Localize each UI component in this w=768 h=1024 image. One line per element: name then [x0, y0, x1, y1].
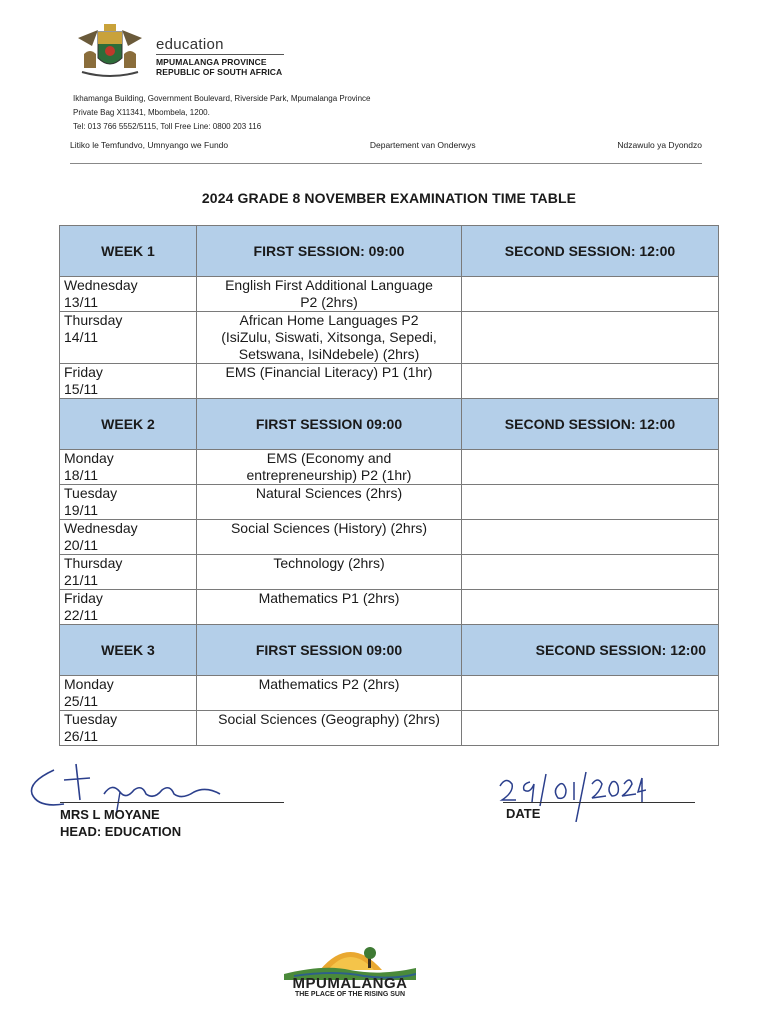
subject-cell: Mathematics P1 (2hrs) — [197, 590, 462, 625]
second-session-cell — [462, 520, 719, 555]
subject-cell: English First Additional Language P2 (2hrs) — [197, 277, 462, 312]
signatory-name: MRS L MOYANE — [60, 807, 160, 822]
day-cell: Friday 22/11 — [60, 590, 197, 625]
first-session-header: FIRST SESSION: 09:00 — [197, 226, 462, 277]
subject-cell: Natural Sciences (2hrs) — [197, 485, 462, 520]
letterhead-divider — [70, 163, 702, 164]
subject-cell: Social Sciences (Geography) (2hrs) — [197, 711, 462, 746]
week-label: WEEK 1 — [60, 226, 197, 277]
second-session-cell — [462, 364, 719, 399]
department-name: education — [156, 36, 284, 55]
mpumalanga-sun-logo — [284, 940, 416, 980]
province-name: MPUMALANGA PROVINCE — [156, 57, 267, 67]
week-header-row — [60, 625, 719, 676]
table-row — [60, 711, 719, 746]
footer-tagline: THE PLACE OF THE RISING SUN — [294, 991, 406, 998]
day-cell: Tuesday 26/11 — [60, 711, 197, 746]
address-line: Private Bag X11341, Mbombela, 1200. — [73, 108, 210, 117]
first-session-header: FIRST SESSION 09:00 — [197, 399, 462, 450]
table-row — [60, 485, 719, 520]
table-row — [60, 520, 719, 555]
address-line: Ikhamanga Building, Government Boulevard, Riverside Park, Mpumalanga Province — [73, 94, 371, 103]
table-row — [60, 450, 719, 485]
day-cell: Friday 15/11 — [60, 364, 197, 399]
second-session-cell — [462, 450, 719, 485]
day-cell: Tuesday 19/11 — [60, 485, 197, 520]
table-row — [60, 590, 719, 625]
address-block — [73, 92, 370, 134]
week-header-row — [60, 226, 719, 277]
second-session-header: SECOND SESSION: 12:00 — [462, 625, 719, 676]
day-cell: Wednesday 20/11 — [60, 520, 197, 555]
second-session-cell — [462, 555, 719, 590]
day-cell: Thursday 21/11 — [60, 555, 197, 590]
second-session-cell — [462, 590, 719, 625]
second-session-header: SECOND SESSION: 12:00 — [462, 226, 719, 277]
date-label: DATE — [506, 806, 541, 821]
second-session-cell — [462, 312, 719, 364]
coat-of-arms-icon — [70, 24, 150, 82]
second-session-cell — [462, 277, 719, 312]
first-session-header: FIRST SESSION 09:00 — [197, 625, 462, 676]
subject-cell: Mathematics P2 (2hrs) — [197, 676, 462, 711]
subject-cell: EMS (Economy and entrepreneurship) P2 (1hr) — [197, 450, 462, 485]
department-names-row — [70, 140, 702, 150]
second-session-cell — [462, 485, 719, 520]
day-cell: Thursday 14/11 — [60, 312, 197, 364]
table-row — [60, 277, 719, 312]
subject-cell: EMS (Financial Literacy) P1 (1hr) — [197, 364, 462, 399]
footer-province: MPUMALANGA — [292, 975, 408, 992]
document-title: 2024 GRADE 8 NOVEMBER EXAMINATION TIME TABLE — [201, 190, 577, 206]
week-header-row — [60, 399, 719, 450]
exam-timetable — [59, 225, 719, 746]
address-line: Tel: 013 766 5552/5115, Toll Free Line: 0800 203 116 — [73, 122, 262, 131]
second-session-cell — [462, 711, 719, 746]
week-label: WEEK 3 — [60, 625, 197, 676]
table-row — [60, 676, 719, 711]
day-cell: Wednesday 13/11 — [60, 277, 197, 312]
day-cell: Monday 25/11 — [60, 676, 197, 711]
week-label: WEEK 2 — [60, 399, 197, 450]
signature-line — [60, 802, 284, 803]
table-row — [60, 555, 719, 590]
day-cell: Monday 18/11 — [60, 450, 197, 485]
second-session-header: SECOND SESSION: 12:00 — [462, 399, 719, 450]
signatory-block — [60, 806, 181, 840]
signatory-role: HEAD: EDUCATION — [60, 824, 182, 839]
department-name-siswati: Litiko le Temfundvo, Umnyango we Fundo — [70, 140, 229, 150]
second-session-cell — [462, 676, 719, 711]
table-row — [60, 312, 719, 364]
date-line — [503, 802, 695, 803]
country-name: REPUBLIC OF SOUTH AFRICA — [156, 67, 283, 77]
department-name-xitsonga: Ndzawulo ya Dyondzo — [617, 140, 702, 150]
department-name-afrikaans: Departement van Onderwys — [369, 140, 476, 150]
subject-cell: African Home Languages P2 (IsiZulu, Siswati, Xitsonga, Sepedi, Setswana, IsiNdebele) (2hrs) — [197, 312, 462, 364]
subject-cell: Technology (2hrs) — [197, 555, 462, 590]
table-row — [60, 364, 719, 399]
subject-cell: Social Sciences (History) (2hrs) — [197, 520, 462, 555]
